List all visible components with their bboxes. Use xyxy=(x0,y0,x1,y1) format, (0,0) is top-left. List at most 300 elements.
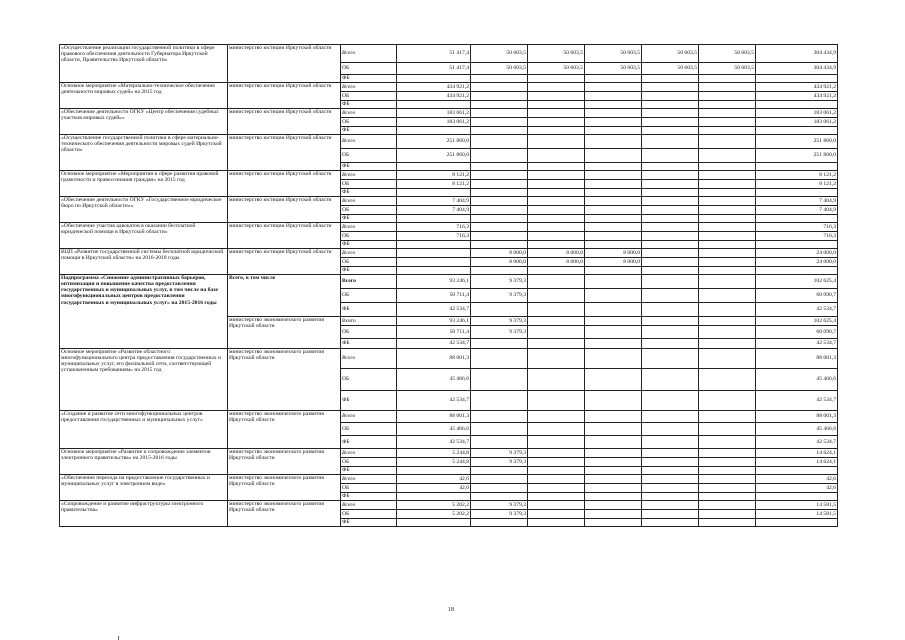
year-value-cell xyxy=(528,206,585,215)
total-value-cell: 60 090,7 xyxy=(756,289,838,303)
year-value-cell: 50 603,5 xyxy=(642,45,699,63)
year-value-cell xyxy=(642,303,699,317)
year-value-cell: 251 860,0 xyxy=(397,135,471,149)
year-value-cell xyxy=(585,109,642,118)
total-value-cell: 42 534,7 xyxy=(756,436,838,449)
year-value-cell: 716,3 xyxy=(397,232,471,241)
year-value-cell xyxy=(528,449,585,458)
year-value-cell xyxy=(699,369,756,391)
year-value-cell xyxy=(528,127,585,135)
program-name-cell: «Создание и развитие сети многофункциональных центров предоставления государственных и муниципальных услуг» xyxy=(60,411,228,449)
year-value-cell xyxy=(642,75,699,83)
year-value-cell xyxy=(528,197,585,206)
year-value-cell: 9 379,3 xyxy=(471,326,528,339)
executor-cell: министерство экономического развития Иркутской области xyxy=(228,349,341,411)
year-value-cell xyxy=(642,326,699,339)
funding-source-label: ФБ xyxy=(341,127,397,135)
funding-source-label: ОБ xyxy=(341,510,397,519)
year-value-cell: 88 001,3 xyxy=(397,411,471,423)
year-value-cell: 93 246,1 xyxy=(397,275,471,289)
year-value-cell xyxy=(642,449,699,458)
year-value-cell xyxy=(528,180,585,189)
year-value-cell xyxy=(471,519,528,527)
year-value-cell xyxy=(699,101,756,109)
year-value-cell: 183 061,2 xyxy=(397,118,471,127)
year-value-cell xyxy=(699,215,756,223)
year-value-cell xyxy=(585,127,642,135)
year-value-cell xyxy=(699,241,756,249)
funding-source-label: ОБ xyxy=(341,92,397,101)
year-value-cell xyxy=(699,83,756,92)
scan-edge-mark xyxy=(118,636,119,640)
year-value-cell xyxy=(585,475,642,484)
year-value-cell xyxy=(699,484,756,493)
year-value-cell xyxy=(699,326,756,339)
total-value-cell: 88 001,3 xyxy=(756,349,838,369)
year-value-cell xyxy=(528,411,585,423)
year-value-cell xyxy=(699,493,756,501)
year-value-cell xyxy=(471,493,528,501)
year-value-cell xyxy=(642,458,699,467)
year-value-cell xyxy=(471,92,528,101)
page-number: 18 xyxy=(448,607,454,613)
year-value-cell xyxy=(642,92,699,101)
year-value-cell xyxy=(699,118,756,127)
year-value-cell: 50 603,5 xyxy=(585,45,642,63)
funding-source-label: Всего xyxy=(341,349,397,369)
year-value-cell xyxy=(642,135,699,149)
year-value-cell xyxy=(642,118,699,127)
funding-source-label: ОБ xyxy=(341,289,397,303)
year-value-cell: 8 000,0 xyxy=(585,249,642,258)
program-name-cell: «Обеспечение деятельности ОГКУ «Центр обеспечения судебных участков мировых судей»» xyxy=(60,109,228,135)
executor-cell: министерство экономического развития Иркутской области xyxy=(228,501,341,527)
year-value-cell xyxy=(699,436,756,449)
funding-source-label: ОБ xyxy=(341,458,397,467)
funding-source-label: Всего xyxy=(341,249,397,258)
year-value-cell xyxy=(642,391,699,411)
year-value-cell: 5 202,2 xyxy=(397,501,471,510)
year-value-cell xyxy=(528,436,585,449)
year-value-cell xyxy=(642,171,699,180)
total-value-cell: 42 534,7 xyxy=(756,391,838,411)
year-value-cell xyxy=(528,109,585,118)
year-value-cell xyxy=(585,501,642,510)
year-value-cell xyxy=(471,149,528,163)
table-row xyxy=(60,45,838,63)
year-value-cell xyxy=(528,171,585,180)
year-value-cell xyxy=(699,92,756,101)
year-value-cell xyxy=(528,83,585,92)
year-value-cell xyxy=(528,475,585,484)
year-value-cell xyxy=(528,118,585,127)
year-value-cell: 45 466,6 xyxy=(397,423,471,436)
funding-source-label: ФБ xyxy=(341,75,397,83)
year-value-cell xyxy=(528,92,585,101)
total-value-cell: 304 434,9 xyxy=(756,63,838,75)
total-value-cell: 102 625,4 xyxy=(756,317,838,326)
year-value-cell: 8 121,2 xyxy=(397,180,471,189)
year-value-cell xyxy=(642,101,699,109)
funding-source-label: ОБ xyxy=(341,258,397,267)
funding-source-label: ФБ xyxy=(341,493,397,501)
funding-source-label: Всего xyxy=(341,171,397,180)
year-value-cell xyxy=(585,180,642,189)
year-value-cell xyxy=(397,267,471,275)
year-value-cell: 50 603,5 xyxy=(528,45,585,63)
year-value-cell xyxy=(585,118,642,127)
table-row xyxy=(60,171,838,180)
year-value-cell xyxy=(585,92,642,101)
year-value-cell xyxy=(699,411,756,423)
total-value-cell: 42 534,7 xyxy=(756,339,838,349)
funding-source-label: Всего xyxy=(341,317,397,326)
total-value-cell: 434 921,2 xyxy=(756,83,838,92)
funding-source-label: ФБ xyxy=(341,101,397,109)
year-value-cell: 8 000,0 xyxy=(528,249,585,258)
total-value-cell: 102 625,4 xyxy=(756,275,838,289)
year-value-cell xyxy=(397,258,471,267)
year-value-cell xyxy=(642,180,699,189)
total-value-cell: 251 860,0 xyxy=(756,149,838,163)
year-value-cell xyxy=(699,423,756,436)
year-value-cell xyxy=(699,109,756,118)
year-value-cell xyxy=(585,349,642,369)
table-row xyxy=(60,475,838,484)
year-value-cell xyxy=(528,232,585,241)
year-value-cell xyxy=(528,289,585,303)
year-value-cell xyxy=(528,317,585,326)
year-value-cell xyxy=(642,249,699,258)
year-value-cell: 9 379,3 xyxy=(471,449,528,458)
year-value-cell: 8 121,2 xyxy=(397,171,471,180)
year-value-cell xyxy=(699,249,756,258)
year-value-cell xyxy=(585,241,642,249)
total-value-cell: 7 404,9 xyxy=(756,206,838,215)
year-value-cell xyxy=(585,326,642,339)
year-value-cell xyxy=(528,223,585,232)
year-value-cell: 5 202,2 xyxy=(397,510,471,519)
funding-source-label: Всего xyxy=(341,197,397,206)
year-value-cell: 93 246,1 xyxy=(397,317,471,326)
year-value-cell xyxy=(699,223,756,232)
funding-source-label: Всего xyxy=(341,275,397,289)
year-value-cell xyxy=(642,127,699,135)
funding-source-label: ОБ xyxy=(341,206,397,215)
executor-cell: министерство экономического развития Иркутской области xyxy=(228,411,341,449)
program-name-cell: Основное мероприятие «Материально-техническое обеспечение деятельности мировых судей» на 2015 год xyxy=(60,83,228,109)
year-value-cell xyxy=(528,349,585,369)
executor-cell: Всего, в том числе xyxy=(228,275,341,317)
year-value-cell xyxy=(699,349,756,369)
funding-source-label: ОБ xyxy=(341,149,397,163)
year-value-cell xyxy=(585,197,642,206)
total-value-cell: 716,3 xyxy=(756,232,838,241)
budget-table-body xyxy=(60,45,838,527)
program-name-cell: «Осуществление реализации государственной политики в сфере правового обеспечения деятельности Губернатора Иркутской области, Правительства Иркутской области» xyxy=(60,45,228,83)
total-value-cell xyxy=(756,163,838,171)
year-value-cell xyxy=(642,519,699,527)
year-value-cell: 50 603,5 xyxy=(471,63,528,75)
total-value-cell: 60 090,7 xyxy=(756,326,838,339)
year-value-cell xyxy=(585,232,642,241)
year-value-cell xyxy=(471,189,528,197)
year-value-cell xyxy=(585,267,642,275)
year-value-cell xyxy=(528,163,585,171)
funding-source-label: ФБ xyxy=(341,303,397,317)
year-value-cell xyxy=(471,349,528,369)
year-value-cell xyxy=(528,149,585,163)
year-value-cell xyxy=(528,101,585,109)
program-name-cell: Подпрограмма «Снижение административных барьеров, оптимизация и повышение качества предоставления государственных и муниципальных услуг, в том числе на базе многофункциональных центров предоставления государственных и муниципальных услуг» на 2015-2016 годы xyxy=(60,275,228,349)
year-value-cell xyxy=(528,484,585,493)
total-value-cell xyxy=(756,189,838,197)
year-value-cell xyxy=(642,475,699,484)
year-value-cell: 8 000,0 xyxy=(528,258,585,267)
total-value-cell: 8 121,2 xyxy=(756,171,838,180)
year-value-cell: 42,6 xyxy=(397,475,471,484)
program-name-cell: Основное мероприятие «Развитие и сопровождение элементов электронного правительства» на 2015-2016 годы xyxy=(60,449,228,475)
year-value-cell: 42 534,7 xyxy=(397,339,471,349)
year-value-cell: 42 534,7 xyxy=(397,303,471,317)
year-value-cell xyxy=(528,75,585,83)
funding-source-label: ОБ xyxy=(341,232,397,241)
year-value-cell xyxy=(699,317,756,326)
year-value-cell xyxy=(699,391,756,411)
year-value-cell: 9 379,3 xyxy=(471,289,528,303)
table-row xyxy=(60,275,838,289)
year-value-cell xyxy=(585,458,642,467)
year-value-cell xyxy=(397,519,471,527)
year-value-cell xyxy=(642,267,699,275)
funding-source-label: ОБ xyxy=(341,180,397,189)
funding-source-label: ФБ xyxy=(341,189,397,197)
funding-source-label: Всего xyxy=(341,501,397,510)
year-value-cell: 50 603,5 xyxy=(528,63,585,75)
year-value-cell xyxy=(642,467,699,475)
year-value-cell: 42 534,7 xyxy=(397,391,471,411)
year-value-cell: 9 379,3 xyxy=(471,275,528,289)
funding-source-label: Всего xyxy=(341,83,397,92)
year-value-cell xyxy=(585,449,642,458)
year-value-cell: 434 921,2 xyxy=(397,92,471,101)
total-value-cell: 24 000,0 xyxy=(756,258,838,267)
year-value-cell xyxy=(585,171,642,180)
funding-source-label: Всего xyxy=(341,411,397,423)
year-value-cell xyxy=(585,436,642,449)
executor-cell: министерство экономического развития Иркутской области xyxy=(228,449,341,475)
funding-source-label: ОБ xyxy=(341,63,397,75)
year-value-cell xyxy=(642,275,699,289)
total-value-cell: 716,3 xyxy=(756,223,838,232)
program-name-cell: ВЦП «Развитие государственной системы бесплатной юридической помощи в Иркутской области» на 2016-2018 годы xyxy=(60,249,228,275)
year-value-cell: 9 379,3 xyxy=(471,317,528,326)
year-value-cell xyxy=(642,232,699,241)
year-value-cell xyxy=(699,232,756,241)
year-value-cell xyxy=(528,135,585,149)
year-value-cell: 9 379,3 xyxy=(471,458,528,467)
year-value-cell xyxy=(699,449,756,458)
total-value-cell: 42,6 xyxy=(756,475,838,484)
year-value-cell xyxy=(585,189,642,197)
year-value-cell xyxy=(471,267,528,275)
year-value-cell xyxy=(699,127,756,135)
year-value-cell xyxy=(471,135,528,149)
total-value-cell xyxy=(756,519,838,527)
funding-source-label: ФБ xyxy=(341,267,397,275)
year-value-cell xyxy=(642,258,699,267)
year-value-cell xyxy=(585,317,642,326)
year-value-cell: 50 603,5 xyxy=(471,45,528,63)
year-value-cell xyxy=(585,467,642,475)
year-value-cell xyxy=(642,510,699,519)
year-value-cell xyxy=(528,369,585,391)
year-value-cell xyxy=(642,349,699,369)
year-value-cell xyxy=(528,519,585,527)
table-row xyxy=(60,501,838,510)
year-value-cell xyxy=(642,215,699,223)
year-value-cell xyxy=(642,149,699,163)
year-value-cell xyxy=(642,83,699,92)
year-value-cell: 45 466,6 xyxy=(397,369,471,391)
year-value-cell xyxy=(528,215,585,223)
year-value-cell xyxy=(642,163,699,171)
year-value-cell xyxy=(471,163,528,171)
year-value-cell xyxy=(585,519,642,527)
year-value-cell xyxy=(699,475,756,484)
year-value-cell xyxy=(471,303,528,317)
total-value-cell: 42 534,7 xyxy=(756,303,838,317)
year-value-cell xyxy=(699,149,756,163)
year-value-cell xyxy=(642,501,699,510)
table-row xyxy=(60,449,838,458)
year-value-cell xyxy=(699,189,756,197)
year-value-cell xyxy=(642,317,699,326)
year-value-cell xyxy=(397,215,471,223)
year-value-cell xyxy=(397,493,471,501)
year-value-cell xyxy=(699,510,756,519)
year-value-cell xyxy=(699,197,756,206)
year-value-cell xyxy=(471,411,528,423)
year-value-cell: 50 711,4 xyxy=(397,289,471,303)
year-value-cell xyxy=(642,289,699,303)
year-value-cell xyxy=(642,206,699,215)
funding-source-label: ОБ xyxy=(341,423,397,436)
year-value-cell: 716,3 xyxy=(397,223,471,232)
total-value-cell: 88 001,3 xyxy=(756,411,838,423)
year-value-cell xyxy=(585,135,642,149)
year-value-cell: 88 001,3 xyxy=(397,349,471,369)
table-row xyxy=(60,349,838,369)
year-value-cell xyxy=(471,75,528,83)
year-value-cell xyxy=(397,75,471,83)
year-value-cell xyxy=(585,275,642,289)
executor-cell: министерство экономического развития Иркутской области xyxy=(228,475,341,501)
total-value-cell: 183 061,2 xyxy=(756,109,838,118)
funding-source-label: ФБ xyxy=(341,519,397,527)
year-value-cell xyxy=(471,109,528,118)
funding-source-label: Всего xyxy=(341,475,397,484)
year-value-cell: 251 860,0 xyxy=(397,149,471,163)
funding-source-label: ФБ xyxy=(341,391,397,411)
year-value-cell xyxy=(699,339,756,349)
year-value-cell xyxy=(585,83,642,92)
year-value-cell xyxy=(699,163,756,171)
year-value-cell: 50 603,5 xyxy=(699,63,756,75)
year-value-cell: 50 603,5 xyxy=(642,63,699,75)
year-value-cell xyxy=(471,436,528,449)
year-value-cell: 8 000,0 xyxy=(471,249,528,258)
total-value-cell: 8 121,2 xyxy=(756,180,838,189)
year-value-cell xyxy=(528,267,585,275)
year-value-cell: 51 417,4 xyxy=(397,63,471,75)
table-row xyxy=(60,411,838,423)
year-value-cell: 434 921,2 xyxy=(397,83,471,92)
funding-source-label: ФБ xyxy=(341,215,397,223)
funding-source-label: ФБ xyxy=(341,467,397,475)
program-name-cell: «Обеспечение перехода на предоставление государственных и муниципальных услуг в электронном виде» xyxy=(60,475,228,501)
year-value-cell xyxy=(471,83,528,92)
year-value-cell: 8 000,0 xyxy=(585,258,642,267)
total-value-cell xyxy=(756,241,838,249)
year-value-cell xyxy=(528,467,585,475)
year-value-cell xyxy=(528,275,585,289)
year-value-cell xyxy=(471,215,528,223)
year-value-cell: 5 244,8 xyxy=(397,458,471,467)
year-value-cell xyxy=(642,109,699,118)
total-value-cell xyxy=(756,267,838,275)
year-value-cell: 5 244,8 xyxy=(397,449,471,458)
year-value-cell xyxy=(585,411,642,423)
year-value-cell xyxy=(585,206,642,215)
year-value-cell xyxy=(642,493,699,501)
year-value-cell xyxy=(585,289,642,303)
year-value-cell xyxy=(471,339,528,349)
program-name-cell: «Обеспечение деятельности ОГКУ «Государственное юридическое бюро по Иркутской области»» xyxy=(60,197,228,223)
year-value-cell xyxy=(528,391,585,411)
year-value-cell xyxy=(699,289,756,303)
year-value-cell xyxy=(528,241,585,249)
year-value-cell xyxy=(585,423,642,436)
year-value-cell xyxy=(642,241,699,249)
year-value-cell xyxy=(699,180,756,189)
funding-source-label: ОБ xyxy=(341,484,397,493)
year-value-cell xyxy=(699,458,756,467)
table-row xyxy=(60,223,838,232)
year-value-cell xyxy=(528,501,585,510)
executor-cell: министерство юстиции Иркутской области xyxy=(228,171,341,197)
total-value-cell: 14 581,5 xyxy=(756,510,838,519)
year-value-cell xyxy=(642,411,699,423)
year-value-cell xyxy=(699,303,756,317)
total-value-cell: 304 434,9 xyxy=(756,45,838,63)
year-value-cell xyxy=(585,339,642,349)
year-value-cell: 9 379,3 xyxy=(471,510,528,519)
year-value-cell xyxy=(471,127,528,135)
year-value-cell xyxy=(528,326,585,339)
total-value-cell xyxy=(756,75,838,83)
funding-source-label: ОБ xyxy=(341,369,397,391)
program-name-cell: «Обеспечение участия адвокатов в оказании бесплатной юридической помощи в Иркутской области» xyxy=(60,223,228,249)
year-value-cell xyxy=(528,339,585,349)
table-row xyxy=(60,109,838,118)
funding-source-label: ОБ xyxy=(341,326,397,339)
year-value-cell xyxy=(585,303,642,317)
funding-source-label: Всего xyxy=(341,45,397,63)
executor-cell: министерство юстиции Иркутской области xyxy=(228,45,341,83)
year-value-cell xyxy=(642,197,699,206)
total-value-cell: 14 624,1 xyxy=(756,449,838,458)
